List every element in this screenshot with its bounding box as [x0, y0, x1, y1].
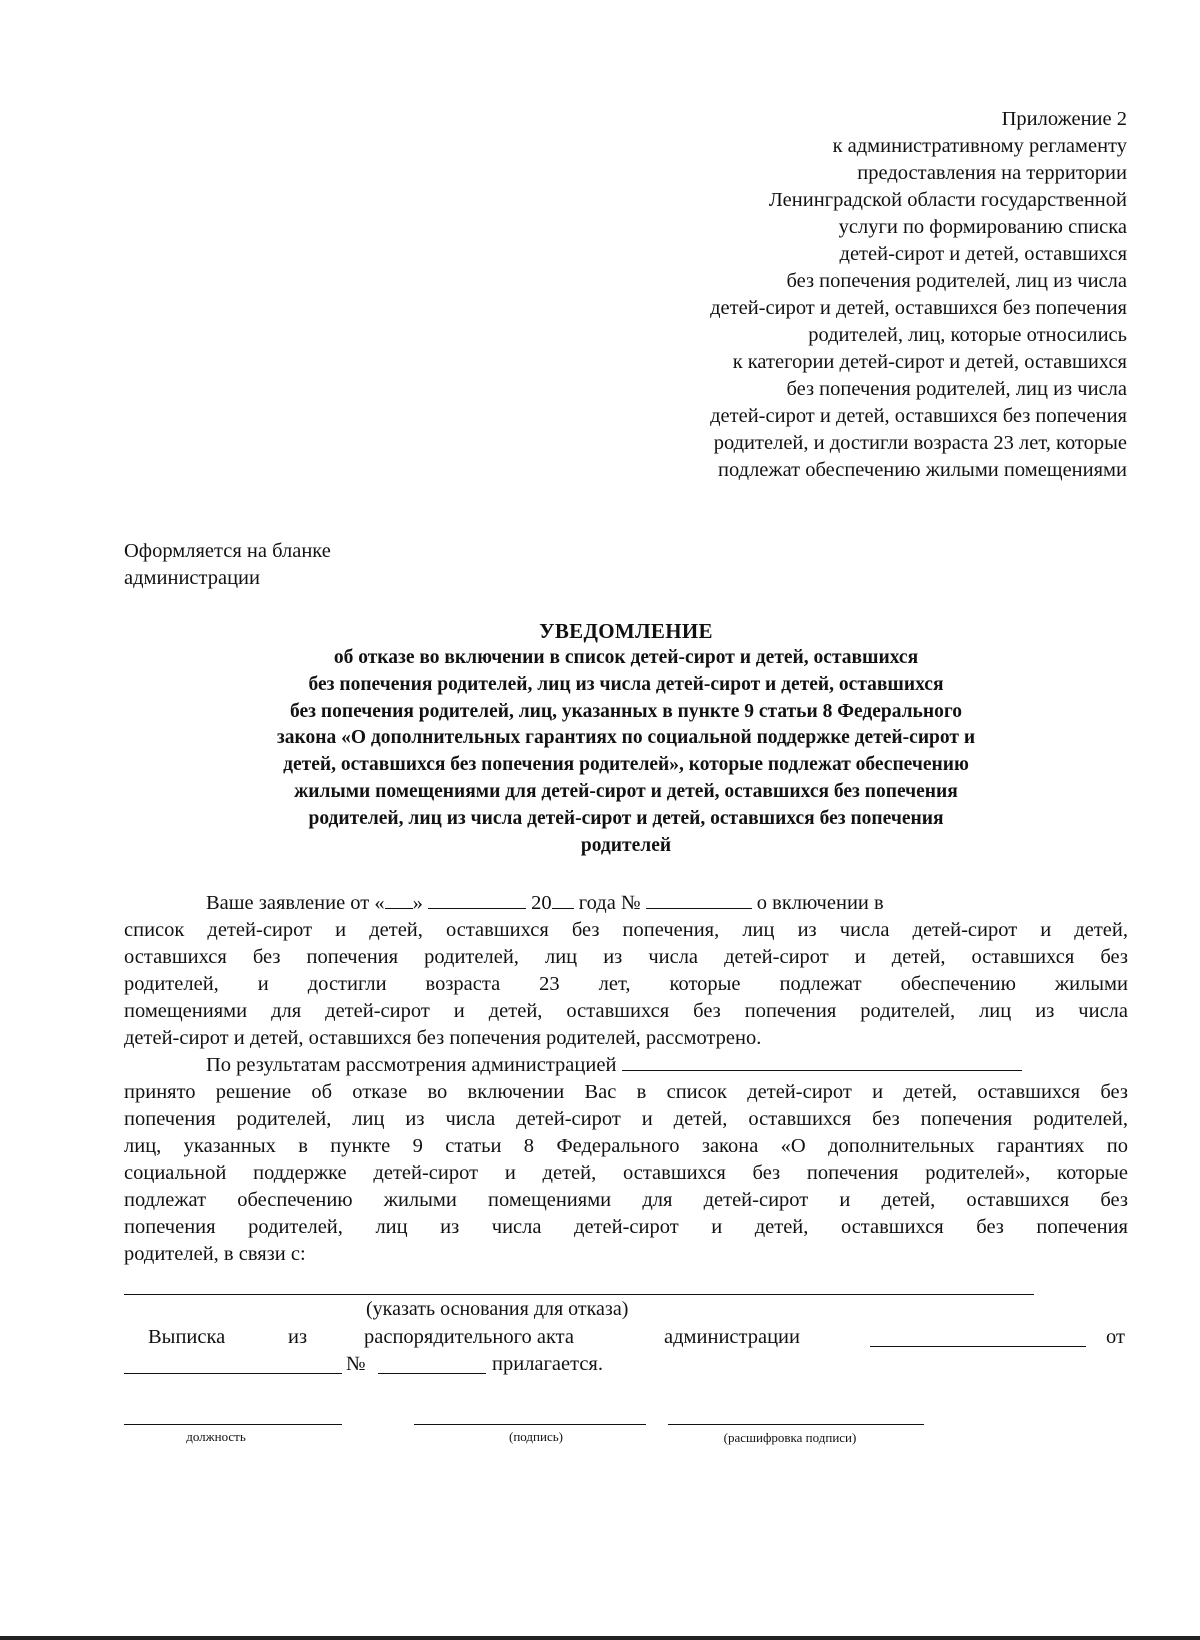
paragraph-line: попечения родителей, лиц из числа детей-сирот и детей, оставшихся без попечения родителей, [124, 1108, 1128, 1130]
application-number-text: года № [578, 892, 641, 914]
annex-line: услуги по формированию списка [838, 216, 1127, 238]
signature-label: (подпись) [509, 1429, 563, 1444]
month-blank [428, 890, 526, 909]
position-line [124, 1424, 342, 1425]
decode-line [668, 1424, 924, 1425]
administration-blank [622, 1052, 1022, 1071]
annex-line: к административному регламенту [832, 135, 1127, 157]
decision-paragraph [124, 1052, 1128, 1268]
extract-number-sign: № [346, 1353, 366, 1375]
extract-word: из [288, 1326, 308, 1348]
notice-subtitle-line: закона «О дополнительных гарантиях по социальной поддержке детей-сирот и [276, 727, 976, 749]
reason-caption: (указать основания для отказа) [366, 1298, 629, 1320]
notice-subtitle-line: жилыми помещениями для детей-сирот и детей, оставшихся без попечения [294, 780, 958, 802]
notice-subtitle-line: родителей [580, 834, 672, 856]
scan-bottom-edge [0, 1636, 1200, 1640]
annex-line: Ленинградской области государственной [768, 189, 1127, 211]
application-number-blank [646, 890, 752, 909]
day-blank [385, 890, 413, 909]
paragraph-line: лиц, указанных в пункте 9 статьи 8 Федерального закона «О дополнительных гарантиях по [124, 1135, 1128, 1157]
notice-heading [124, 618, 1128, 859]
paragraph-line: подлежат обеспечению жилыми помещениями для детей-сирот и детей, оставшихся без [124, 1189, 1128, 1211]
annex-line: без попечения родителей, лиц из числа [786, 270, 1127, 292]
application-paragraph [124, 890, 1128, 1052]
reason-blank-line [124, 1294, 1034, 1295]
annex-line: родителей, лиц, которые относились [808, 324, 1127, 346]
blank-note [124, 538, 331, 592]
annex-line: детей-сирот и детей, оставшихся без попечения [710, 405, 1127, 427]
extract-administration-blank [870, 1328, 1086, 1347]
year-prefix: 20 [531, 892, 552, 914]
signature-line [414, 1424, 646, 1425]
blank-note-line: Оформляется на бланке [124, 540, 331, 562]
extract-number-blank [378, 1355, 486, 1374]
paragraph-line: социальной поддержке детей-сирот и детей, оставшихся без попечения родителей», которые [124, 1162, 1128, 1184]
decision-first-text: По результатам рассмотрения администрацией [206, 1054, 617, 1076]
paragraph-line: оставшихся без попечения родителей, лиц из числа детей-сирот и детей, оставшихся без [124, 946, 1128, 968]
paragraph-line: помещениями для детей-сирот и детей, оставшихся без попечения родителей, лиц из числа [124, 1000, 1128, 1022]
notice-subtitle-line: детей, оставшихся без попечения родителей», которые подлежат обеспечению [283, 754, 969, 776]
notice-subtitle-line: без попечения родителей, лиц из числа детей-сирот и детей, оставшихся [308, 673, 944, 695]
annex-line: без попечения родителей, лиц из числа [786, 378, 1127, 400]
application-from-text: Ваше заявление от « [206, 892, 385, 914]
notice-title: УВЕДОМЛЕНИЕ [539, 619, 713, 643]
decision-first-line [124, 1052, 1128, 1079]
notice-subtitle-line: без попечения родителей, лиц, указанных в пункте 9 статьи 8 Федерального [290, 700, 962, 722]
extract-word: распорядительного акта [364, 1326, 574, 1348]
year-blank [552, 890, 574, 909]
notice-subtitle-line: родителей, лиц из числа детей-сирот и детей, оставшихся без попечения [308, 807, 944, 829]
annex-line: подлежат обеспечению жилыми помещениями [718, 459, 1127, 481]
paragraph-line: родителей, и достигли возраста 23 лет, которые подлежат обеспечению жилыми [124, 973, 1128, 995]
decode-label: (расшифровка подписи) [723, 1430, 857, 1445]
notice-subtitle-line: об отказе во включении в список детей-сирот и детей, оставшихся [333, 647, 919, 668]
annex-header [567, 106, 1127, 484]
annex-line: детей-сирот и детей, оставшихся [839, 243, 1127, 265]
paragraph-line: детей-сирот и детей, оставшихся без попечения родителей, рассмотрено. [124, 1027, 762, 1049]
paragraph-line: список детей-сирот и детей, оставшихся без попечения, лиц из числа детей-сирот и детей, [124, 919, 1128, 941]
annex-line: Приложение 2 [1001, 108, 1127, 130]
extract-tail: прилагается. [492, 1353, 603, 1375]
extract-word: от [1106, 1326, 1125, 1348]
extract-date-blank [124, 1355, 342, 1374]
application-quote-close: » [412, 892, 423, 914]
paragraph-line: попечения родителей, лиц из числа детей-сирот и детей, оставшихся без попечения [124, 1216, 1128, 1238]
application-first-line [124, 890, 1128, 917]
annex-line: родителей, и достигли возраста 23 лет, которые [713, 432, 1127, 454]
paragraph-line: принято решение об отказе во включении Вас в список детей-сирот и детей, оставшихся без [124, 1081, 1128, 1103]
extract-word: Выписка [148, 1326, 226, 1348]
annex-line: к категории детей-сирот и детей, оставшихся [732, 351, 1127, 373]
extract-word: администрации [664, 1326, 800, 1348]
position-label: должность [186, 1429, 246, 1444]
annex-line: предоставления на территории [857, 162, 1127, 184]
application-inclusion-text: о включении в [756, 892, 884, 914]
blank-note-line: администрации [124, 567, 260, 589]
paragraph-line: родителей, в связи с: [124, 1243, 306, 1265]
annex-line: детей-сирот и детей, оставшихся без попечения [710, 297, 1127, 319]
